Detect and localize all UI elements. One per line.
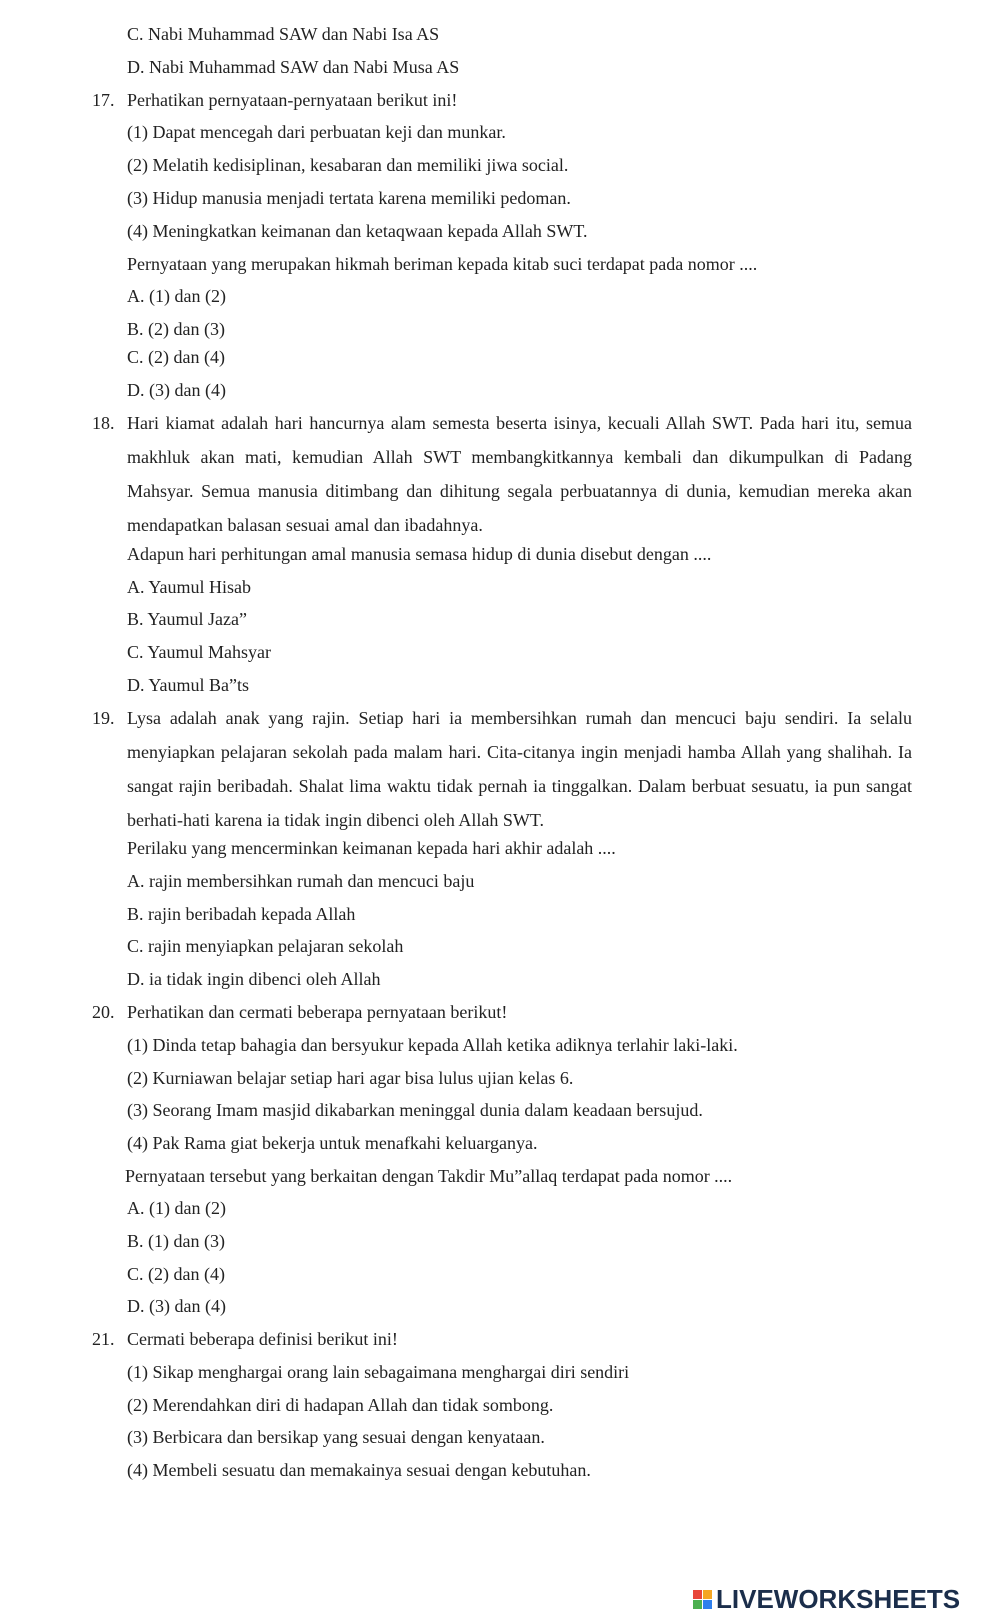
q21-stem: 21. Cermati beberapa definisi berikut ini!	[0, 1322, 1000, 1356]
q20-statement: (2) Kurniawan belajar setiap hari agar bisa lulus ujian kelas 6.	[127, 1068, 574, 1088]
q20-option-c[interactable]: C. (2) dan (4)	[127, 1264, 225, 1284]
q21-number: 21.	[92, 1329, 115, 1349]
q17-statement: (1) Dapat mencegah dari perbuatan keji dan munkar.	[127, 122, 506, 142]
q18-option-c[interactable]: C. Yaumul Mahsyar	[127, 642, 272, 662]
logo-text: LIVEWORKSHEETS	[716, 1583, 961, 1614]
q17-option-d[interactable]: D. (3) dan (4)	[127, 380, 226, 400]
q18-passage: Hari kiamat adalah hari hancurnya alam semesta beserta isinya, kecuali Allah SWT. Pada hari itu, semua makhluk akan mati, kemudian Allah SWT membangkitkannya kembali dan dikumpulkan di Padang Mahsyar. Semua manusia ditimbang dan dihitung segala perbuatannya di dunia, kemudian mereka akan mendapatkan balasan sesuai amal dan ibadahnya.	[127, 413, 912, 535]
q20-option-a[interactable]: A. (1) dan (2)	[127, 1198, 226, 1218]
q18-question: Adapun hari perhitungan amal manusia semasa hidup di dunia disebut dengan ....	[127, 544, 712, 564]
q20-statement: (4) Pak Rama giat bekerja untuk menafkahi keluarganya.	[127, 1133, 538, 1153]
q17-statement: (3) Hidup manusia menjadi tertata karena memiliki pedoman.	[127, 188, 571, 208]
q17-statement: (4) Meningkatkan keimanan dan ketaqwaan kepada Allah SWT.	[127, 221, 588, 241]
q16-option-d: D. Nabi Muhammad SAW dan Nabi Musa AS	[127, 57, 460, 77]
q19-question: Perilaku yang mencerminkan keimanan kepada hari akhir adalah ....	[127, 838, 616, 858]
q17-option-a[interactable]: A. (1) dan (2)	[127, 286, 226, 306]
q20-statement: (3) Seorang Imam masjid dikabarkan meninggal dunia dalam keadaan bersujud.	[127, 1100, 703, 1120]
q19-option-d[interactable]: D. ia tidak ingin dibenci oleh Allah	[127, 969, 381, 989]
q21-statement: (4) Membeli sesuatu dan memakainya sesuai dengan kebutuhan.	[127, 1460, 591, 1480]
q20-stem: 20. Perhatikan dan cermati beberapa pernyataan berikut!	[0, 995, 1000, 1029]
q21-statement: (1) Sikap menghargai orang lain sebagaimana menghargai diri sendiri	[127, 1362, 630, 1382]
q20-number: 20.	[92, 1002, 115, 1022]
q20-option-b[interactable]: B. (1) dan (3)	[127, 1231, 225, 1251]
q20-option-d[interactable]: D. (3) dan (4)	[127, 1296, 226, 1316]
q18-option-d[interactable]: D. Yaumul Ba”ts	[127, 675, 250, 695]
q19-passage: Lysa adalah anak yang rajin. Setiap hari ia membersihkan rumah dan mencuci baju sendiri. Ia selalu menyiapkan pelajaran sekolah pada malam hari. Cita-citanya ingin menjadi hamba Allah yang shalihah. Ia sangat rajin beribadah. Shalat lima waktu tidak pernah ia tinggalkan. Dalam berbuat sesuatu, ia pun sangat berhati-hati karena ia tidak ingin dibenci oleh Allah SWT.	[127, 708, 912, 830]
liveworksheets-logo-icon	[693, 1590, 712, 1609]
q17-stem: 17. Perhatikan pernyataan-pernyataan berikut ini!	[0, 83, 1000, 117]
q17-statement: (2) Melatih kedisiplinan, kesabaran dan memiliki jiwa social.	[127, 155, 569, 175]
q19-number: 19.	[92, 708, 115, 728]
q21-statement: (3) Berbicara dan bersikap yang sesuai dengan kenyataan.	[127, 1427, 545, 1447]
q18-option-b[interactable]: B. Yaumul Jaza”	[127, 609, 247, 629]
q18-number: 18.	[92, 413, 115, 433]
liveworksheets-logo[interactable]	[693, 1581, 960, 1617]
q16-option-c: C. Nabi Muhammad SAW dan Nabi Isa AS	[127, 24, 440, 44]
q18-option-a[interactable]: A. Yaumul Hisab	[127, 577, 252, 597]
q19-option-b[interactable]: B. rajin beribadah kepada Allah	[127, 904, 356, 924]
q19-option-a[interactable]: A. rajin membersihkan rumah dan mencuci baju	[127, 871, 475, 891]
q17-number: 17.	[92, 90, 115, 110]
q19-option-c[interactable]: C. rajin menyiapkan pelajaran sekolah	[127, 936, 404, 956]
q17-option-c[interactable]: C. (2) dan (4)	[127, 347, 225, 367]
q17-option-b[interactable]: B. (2) dan (3)	[127, 319, 225, 339]
q20-question: Pernyataan tersebut yang berkaitan dengan Takdir Mu”allaq terdapat pada nomor ....	[125, 1166, 733, 1186]
q17-question: Pernyataan yang merupakan hikmah beriman kepada kitab suci terdapat pada nomor ....	[127, 254, 758, 274]
q20-statement: (1) Dinda tetap bahagia dan bersyukur kepada Allah ketika adiknya terlahir laki-laki.	[127, 1035, 738, 1055]
q21-statement: (2) Merendahkan diri di hadapan Allah dan tidak sombong.	[127, 1395, 554, 1415]
